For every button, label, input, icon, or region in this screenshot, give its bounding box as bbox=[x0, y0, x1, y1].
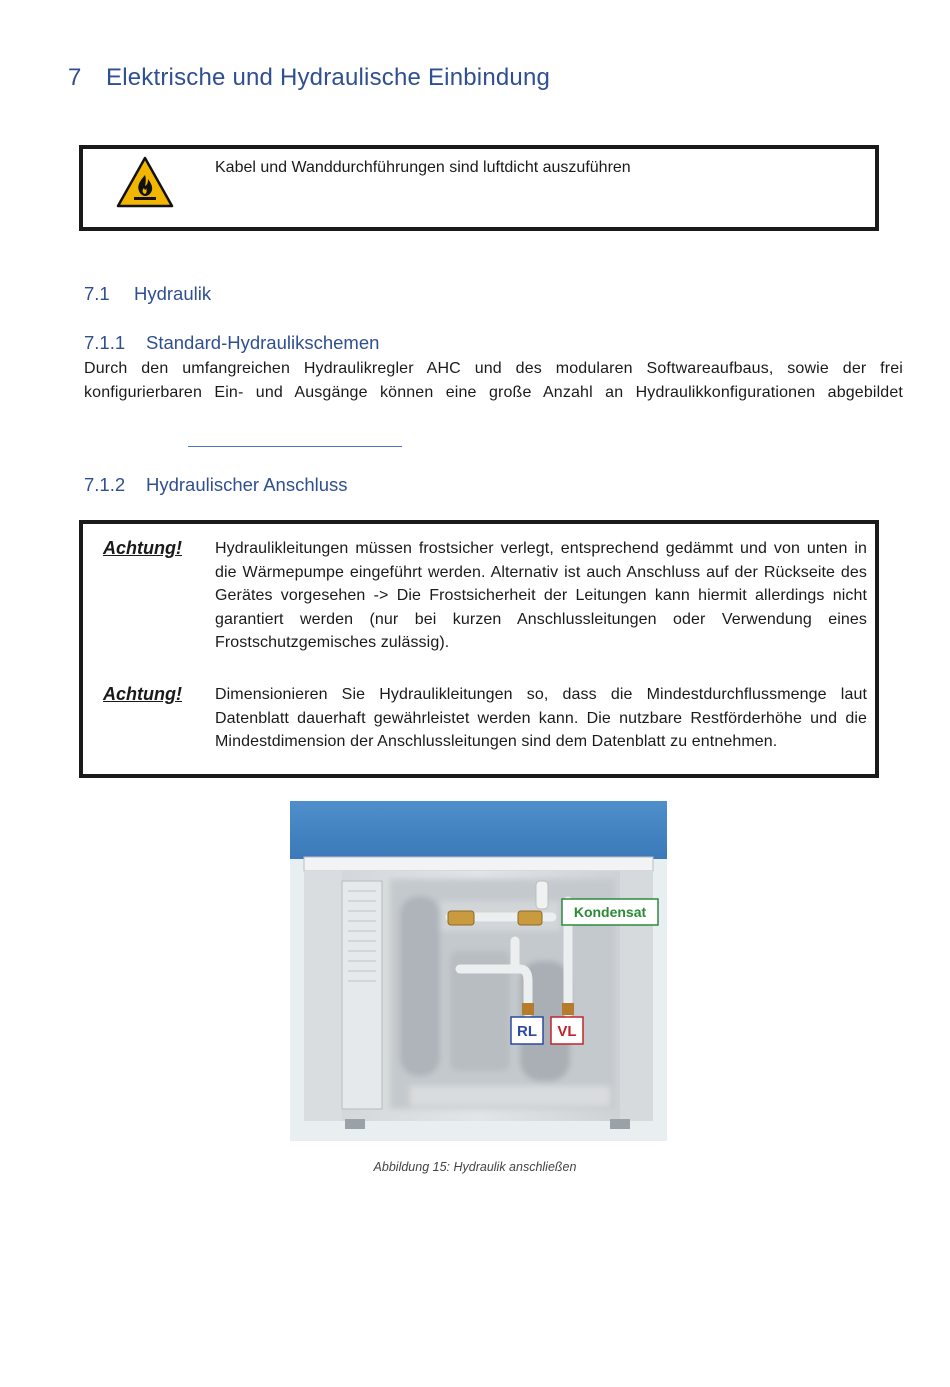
warnings-box bbox=[79, 520, 879, 778]
hyperlink-underline[interactable] bbox=[188, 446, 402, 447]
fire-warning-icon bbox=[115, 155, 175, 209]
warning-text: Hydraulikleitungen müssen frostsicher verlegt, entsprechend gedämmt und von unten in die Wärmepumpe eingeführt werden. Alternativ ist auch Anschluss auf der Rückseite des Gerätes vorgesehen -> Die Frostsicherheit der Leitungen kann hiermit allerdings nicht garantiert werden (nur bei kurzen Anschlussleitungen oder Verwendung eines Frostschutzgemisches zulässig). bbox=[215, 540, 867, 651]
subsection-number: 7.1.2 bbox=[84, 474, 126, 495]
subsection-title: Standard-Hydraulikschemen bbox=[146, 332, 380, 353]
paragraph-line: konfigurierbaren Ein- und Ausgänge können eine große Anzahl an Hydraulikkonfigurationen abgebildet bbox=[84, 383, 903, 401]
subsection-number: 7.1 bbox=[84, 283, 110, 304]
subsection-heading-schemen bbox=[84, 332, 379, 354]
vl-label: VL bbox=[557, 1023, 577, 1040]
paragraph-line: Durch den umfangreichen Hydraulikregler AHC und des modularen Softwareaufbaus, sowie der frei bbox=[84, 360, 903, 377]
schemen-paragraph bbox=[84, 357, 903, 404]
rl-label: RL bbox=[517, 1023, 537, 1040]
warning-label: Achtung! bbox=[103, 538, 182, 558]
section-title: Elektrische und Hydraulische Einbindung bbox=[106, 64, 551, 91]
figure-caption: Abbildung 15: Hydraulik anschließen bbox=[373, 1160, 577, 1174]
heat-pump-illustration bbox=[290, 801, 667, 1141]
subsection-number: 7.1.1 bbox=[84, 332, 126, 353]
section-heading bbox=[68, 64, 550, 92]
subsection-heading-anschluss bbox=[84, 474, 348, 496]
subsection-title: Hydraulischer Anschluss bbox=[146, 474, 348, 495]
hydraulic-figure bbox=[290, 801, 667, 1141]
fire-notice-box bbox=[79, 145, 879, 231]
subsection-heading-hydraulik bbox=[84, 283, 211, 305]
warning-text: Dimensionieren Sie Hydraulikleitungen so, dass die Mindestdurchflussmenge laut Datenblatt dauerhaft gewährleistet werden kann. Die nutzbare Restförderhöhe und die Mindestdimension der Anschlussleitungen sind dem Datenblatt zu entnehmen. bbox=[215, 686, 867, 750]
kondensat-label: Kondensat bbox=[573, 904, 647, 920]
section-number: 7 bbox=[68, 64, 82, 91]
warning-label: Achtung! bbox=[103, 684, 182, 704]
subsection-title: Hydraulik bbox=[134, 283, 212, 304]
fire-notice-text: Kabel und Wanddurchführungen sind luftdicht auszuführen bbox=[215, 159, 631, 176]
